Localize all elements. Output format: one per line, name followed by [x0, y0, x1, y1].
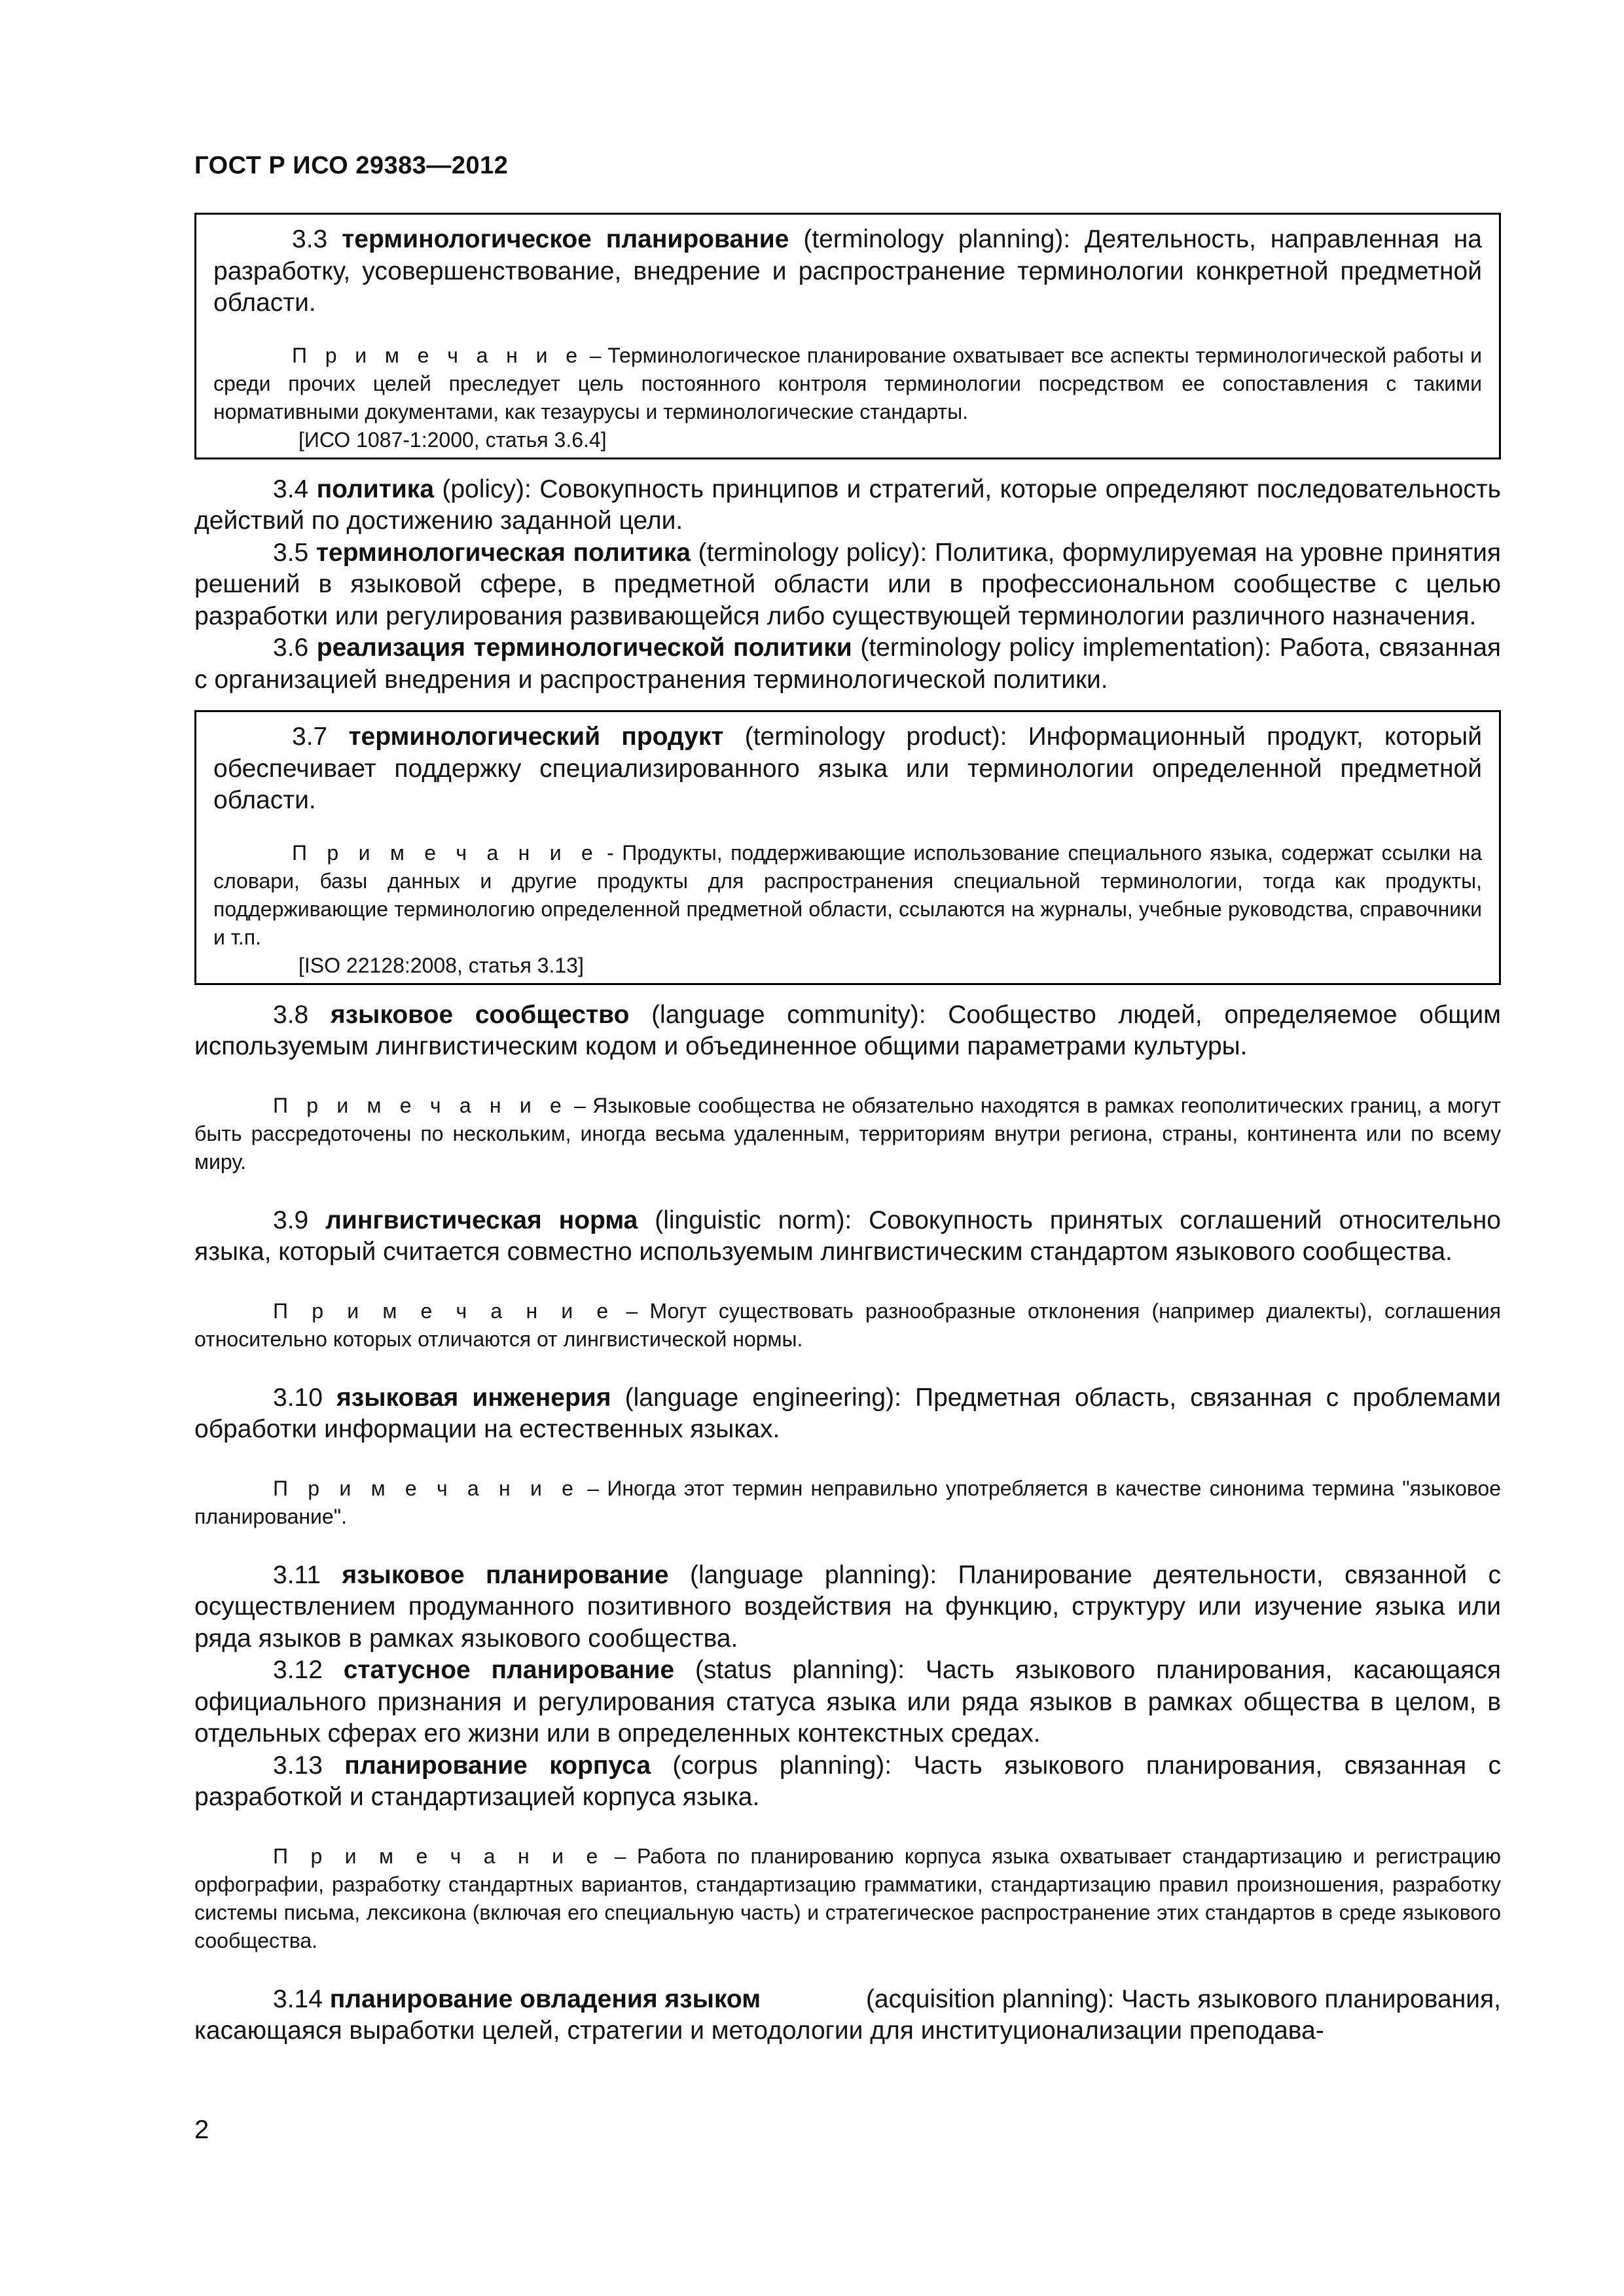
term-note: П р и м е ч а н и е – Языковые сообщества не обязательно находятся в рамках геополитических границ, а могут быть рассредоточены по нескольким, иногда весьма удаленным, территориям внутри региона, страны, континента или по всему миру.	[194, 1093, 1502, 1174]
note-label: П р и м е ч а н и е	[273, 1299, 615, 1323]
boxed-entry-3-7	[194, 710, 1501, 985]
term-note: П р и м е ч а н и е – Иногда этот термин неправильно употребляется в качестве синонима термина "языковое планирование".	[194, 1476, 1502, 1528]
term-entry: 3.10 языковая инженерия (language engineering): Предметная область, связанная с проблемами обработки информации на естественных языках.	[194, 1383, 1501, 1443]
document-body	[194, 213, 1501, 2047]
note-label: П р и м е ч а н и е	[273, 1844, 604, 1868]
term-name: языковое планирование	[342, 1560, 669, 1589]
note-label: П р и м е ч а н и е	[273, 1093, 568, 1117]
term-name: политика	[316, 475, 435, 503]
term-note: П р и м е ч а н и е - Продукты, поддерживающие использование специального языка, содержат ссылки на словари, базы данных и другие продукты для распространения специальной терминологии, тогда как продукты, поддерживающие терминологию определенной предметной области, ссылаются на журналы, учебные руководства, справочники и т.п.	[213, 840, 1483, 949]
term-entry: 3.14 планирование овладения языком (acquisition planning): Часть языкового планирования, касающаяся выработки целей, стратегии и методологии для институционализации преподава-	[194, 1984, 1501, 2045]
page-number: 2	[194, 2115, 209, 2144]
term-name: языковое сообщество	[330, 1000, 630, 1029]
term-name: языковая инженерия	[336, 1383, 611, 1412]
note-label: П р и м е ч а н и е	[292, 343, 583, 367]
term-note: П р и м е ч а н и е – Могут существовать разнообразные отклонения (например диалекты), соглашения относительно которых отличаются от лингвистической нормы.	[194, 1299, 1502, 1351]
term-entry: 3.12 статусное планирование (status planning): Часть языкового планирования, касающаяся официального признания и регулирования статуса языка или ряда языков в рамках общества в целом, в отдельных сферах его жизни или в определенных контекстных средах.	[194, 1656, 1501, 1748]
term-entry: 3.5 терминологическая политика (terminology policy): Политика, формулируемая на уровне принятия решений в языковой сфере, в предметной области или в профессиональном сообществе с целью разработки или регулирования развивающейся либо существующей терминологии различного назначения.	[194, 538, 1501, 630]
term-name: терминологическая политика	[316, 538, 691, 567]
term-entry: 3.3 терминологическое планирование (terminology planning): Деятельность, направленная на разработку, усовершенствование, внедрение и распространение терминологии конкретной предметной области.	[213, 225, 1482, 317]
term-note: П р и м е ч а н и е – Работа по планированию корпуса языка охватывает стандартизацию и регистрацию орфографии, разработку стандартных вариантов, стандартизацию грамматики, стандартизацию правил произношения, разработку системы письма, лексикона (включая его специальную часть) и стратегическое распространение этих стандартов в среде языкового сообщества.	[194, 1844, 1502, 1952]
term-entry: 3.9 лингвистическая норма (linguistic norm): Совокупность принятых соглашений относительно языка, который считается совместно используемым лингвистическим стандартом языкового сообщества.	[194, 1206, 1501, 1266]
note-label: П р и м е ч а н и е	[292, 840, 599, 865]
term-name: статусное планирование	[343, 1656, 675, 1684]
term-note: П р и м е ч а н и е – Терминологическое планирование охватывает все аспекты терминологической работы и среди прочих целей преследует цель постоянного контроля терминологии посредством ее сопоставления с такими нормативными документами, как тезаурусы и терминологические стандарты.	[213, 343, 1483, 423]
term-name: лингвистическая норма	[325, 1206, 638, 1234]
term-entry: 3.7 терминологический продукт (terminology product): Информационный продукт, который обеспечивает поддержку специализированного языка или терминологии определенной предметной области.	[213, 723, 1483, 814]
boxed-entry-3-3	[194, 213, 1501, 459]
term-name: терминологический продукт	[348, 723, 724, 751]
document-header: ГОСТ Р ИСО 29383—2012	[194, 152, 509, 179]
term-entry: 3.11 языковое планирование (language planning): Планирование деятельности, связанной с осуществлением продуманного позитивного воздействия на функцию, структуру или изучение языка или ряда языков в рамках языкового сообщества.	[194, 1560, 1502, 1653]
term-entry: 3.13 планирование корпуса (corpus planning): Часть языкового планирования, связанная с разработкой и стандартизацией корпуса языка.	[194, 1751, 1502, 1811]
term-entry: 3.4 политика (policy): Совокупность принципов и стратегий, которые определяют последовательность действий по достижению заданной цели.	[194, 475, 1501, 535]
source-reference: [ИСО 1087-1:2000, статья 3.6.4]	[298, 427, 607, 452]
note-label: П р и м е ч а н и е	[273, 1476, 579, 1500]
term-name: планирование корпуса	[344, 1751, 651, 1780]
term-entry: 3.6 реализация терминологической политики (terminology policy implementation): Работа, связанная с организацией внедрения и распространения терминологической политики.	[194, 634, 1501, 694]
term-name: терминологическое планирование	[342, 225, 789, 253]
term-entry: 3.8 языковое сообщество (language community): Сообщество людей, определяемое общим используемым лингвистическим кодом и объединенное общими параметрами культуры.	[194, 1000, 1501, 1060]
source-reference: [ISO 22128:2008, статья 3.13]	[298, 953, 584, 977]
term-name: реализация терминологической политики	[316, 634, 852, 662]
term-name: планирование овладения языком	[329, 1984, 761, 2013]
